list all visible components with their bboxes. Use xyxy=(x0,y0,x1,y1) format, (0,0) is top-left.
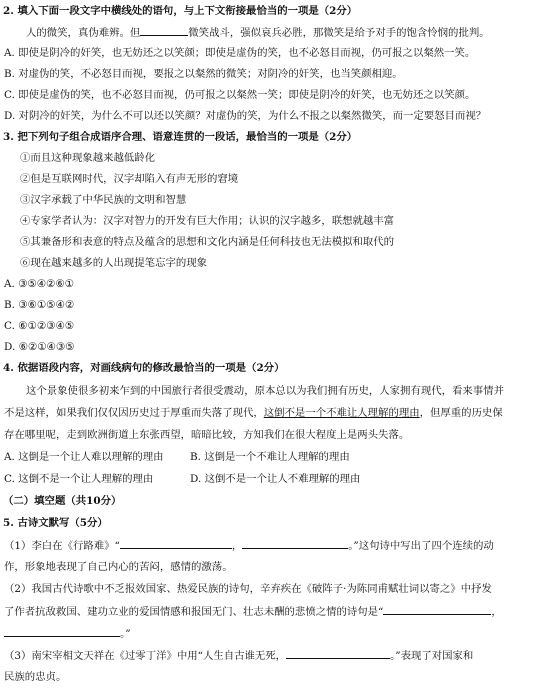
q5-item-1 xyxy=(4,538,494,553)
q5-item-3-text-end: 。”表现了对国家和 xyxy=(390,650,474,662)
q5-item-3-line-2: 民族的忠贞。 xyxy=(4,671,67,683)
q5-title: 5. 古诗文默写（5分） xyxy=(3,517,108,529)
q5-item-2-comma: ， xyxy=(491,606,502,618)
q2-option-b[interactable]: B. 对虚伪的笑，不必怒目而视，要报之以粲然的微笑；对阴冷的奸笑，也当笑颜相迎。 xyxy=(4,68,403,80)
q4-underlined-sentence: 这倒不是一个不难让人理解的理由 xyxy=(263,407,420,419)
q3-option-c[interactable]: C. ⑥①②③④⑤ xyxy=(4,320,75,332)
q5-item-2-line-3 xyxy=(4,626,131,641)
q3-option-a[interactable]: A. ③⑤④②⑥① xyxy=(4,278,74,290)
q5-item-1-text-end: 。”这句诗中写出了四个连续的动 xyxy=(348,540,494,552)
q2-blank[interactable] xyxy=(140,25,188,36)
q2-stem-end: 微笑战斗，强似哀兵必胜，那微笑是给予对手的饱含怜悯的批判。 xyxy=(188,27,490,39)
q3-option-b[interactable]: B. ③⑥①⑤④② xyxy=(4,299,75,311)
q2-option-d[interactable]: D. 对阴冷的奸笑，为什么不可以还以笑颜？对虚伪的笑，为什么不报之以粲然微笑，而一定要怒目而视？ xyxy=(4,110,487,122)
q5-item-1-blank-2[interactable] xyxy=(242,538,348,549)
q2-option-c[interactable]: C. 即使是虚伪的笑，也不必怒目而视，仍可报之以粲然一笑；即使是阴冷的奸笑，也无妨还之以笑颜。 xyxy=(4,89,476,101)
q3-sentence-4: ④专家学者认为：汉字对智力的开发有巨大作用；认识的汉字越多，联想就越丰富 xyxy=(20,215,395,227)
q2-title: 2. 填入下面一段文字中横线处的语句，与上下文衔接最恰当的一项是（2分） xyxy=(3,5,358,17)
q5-item-3 xyxy=(4,648,473,663)
q3-sentence-3: ③汉字承载了中华民族的文明和智慧 xyxy=(20,194,187,206)
q4-passage-text-end: ，但厚重的历史保 xyxy=(419,407,503,419)
q5-item-1-text: （1）李白在《行路难》“ xyxy=(4,540,120,552)
q2-option-a[interactable]: A. 即使是阴冷的奸笑，也无妨还之以笑颜；即使是虚伪的笑，也不必怒目而视，仍可报之以粲然一笑。 xyxy=(4,47,476,59)
q3-title: 3. 把下列句子组合成语序合理、语意连贯的一段话，最恰当的一项是（2分） xyxy=(3,131,358,143)
q5-item-1-line-2: 作，形象地表现了自己内心的苦闷，感情的激荡。 xyxy=(4,561,233,573)
q5-item-2-blank-2[interactable] xyxy=(4,626,120,637)
q2-stem-start: 人的微笑，真伪难辨。但 xyxy=(26,27,141,39)
q4-option-b[interactable]: B. 这倒是一个不难让人理解的理由 xyxy=(190,451,350,463)
q5-item-3-blank[interactable] xyxy=(286,648,390,659)
q4-title: 4. 依据语段内容，对画线病句的修改最恰当的一项是（2分） xyxy=(3,362,285,374)
q5-item-2-text: 了作者抗敌救国、建功立业的爱国情感和报国无门、壮志未酬的悲愤之情的诗句是“ xyxy=(4,606,384,618)
section-heading: （二）填空题（共10分） xyxy=(3,495,122,507)
q4-option-d[interactable]: D. 这倒不是一个让人不难理解的理由 xyxy=(190,473,361,485)
q3-option-d[interactable]: D. ⑥②①④③⑤ xyxy=(4,341,75,353)
q2-stem xyxy=(26,25,490,40)
q3-sentence-1: ①而且这种现象越来越低龄化 xyxy=(20,152,156,164)
q3-sentence-5: ⑤其兼备形和表意的特点及蕴含的思想和文化内涵是任何科技也无法模拟和取代的 xyxy=(20,236,395,248)
q5-item-2-line-2 xyxy=(4,604,502,619)
q5-item-1-blank-1[interactable] xyxy=(120,538,232,549)
q4-passage-line-2 xyxy=(4,406,503,420)
q5-item-3-text: （3）南宋宰相文天祥在《过零丁洋》中用“人生自古谁无死， xyxy=(4,650,287,662)
q3-sentence-2: ②但是互联网时代，汉字却陷入有声无形的窘境 xyxy=(20,173,239,185)
q4-option-c[interactable]: C. 这倒不是一个让人理解的理由 xyxy=(4,473,154,485)
q5-item-2-blank-1[interactable] xyxy=(383,604,491,615)
q4-passage-line-1: 这个景象使很多初来乍到的中国旅行者很受震动，原本总以为我们拥有历史，人家拥有现代，看来事情并 xyxy=(26,385,504,397)
q3-sentence-6: ⑥现在越来越多的人出现提笔忘字的现象 xyxy=(20,257,208,269)
q5-item-2: （2）我国古代诗歌中不乏报效国家、热爱民族的诗句，辛弃疾在《破阵子·为陈同甫赋壮词以寄之》中抒发 xyxy=(4,583,492,595)
q5-item-1-comma: ， xyxy=(231,540,243,552)
q5-item-2-end: 。” xyxy=(120,628,131,640)
q4-passage-line-3: 存在哪里呢，走到欧洲街道上东张西望，暗暗比较，方知我们在很大程度上是两头失落。 xyxy=(4,429,410,441)
q4-passage-text: 不是这样，如果我们仅仅因历史过于厚重而失落了现代， xyxy=(4,407,264,419)
q4-option-a[interactable]: A. 这倒是一个让人难以理解的理由 xyxy=(4,451,164,463)
